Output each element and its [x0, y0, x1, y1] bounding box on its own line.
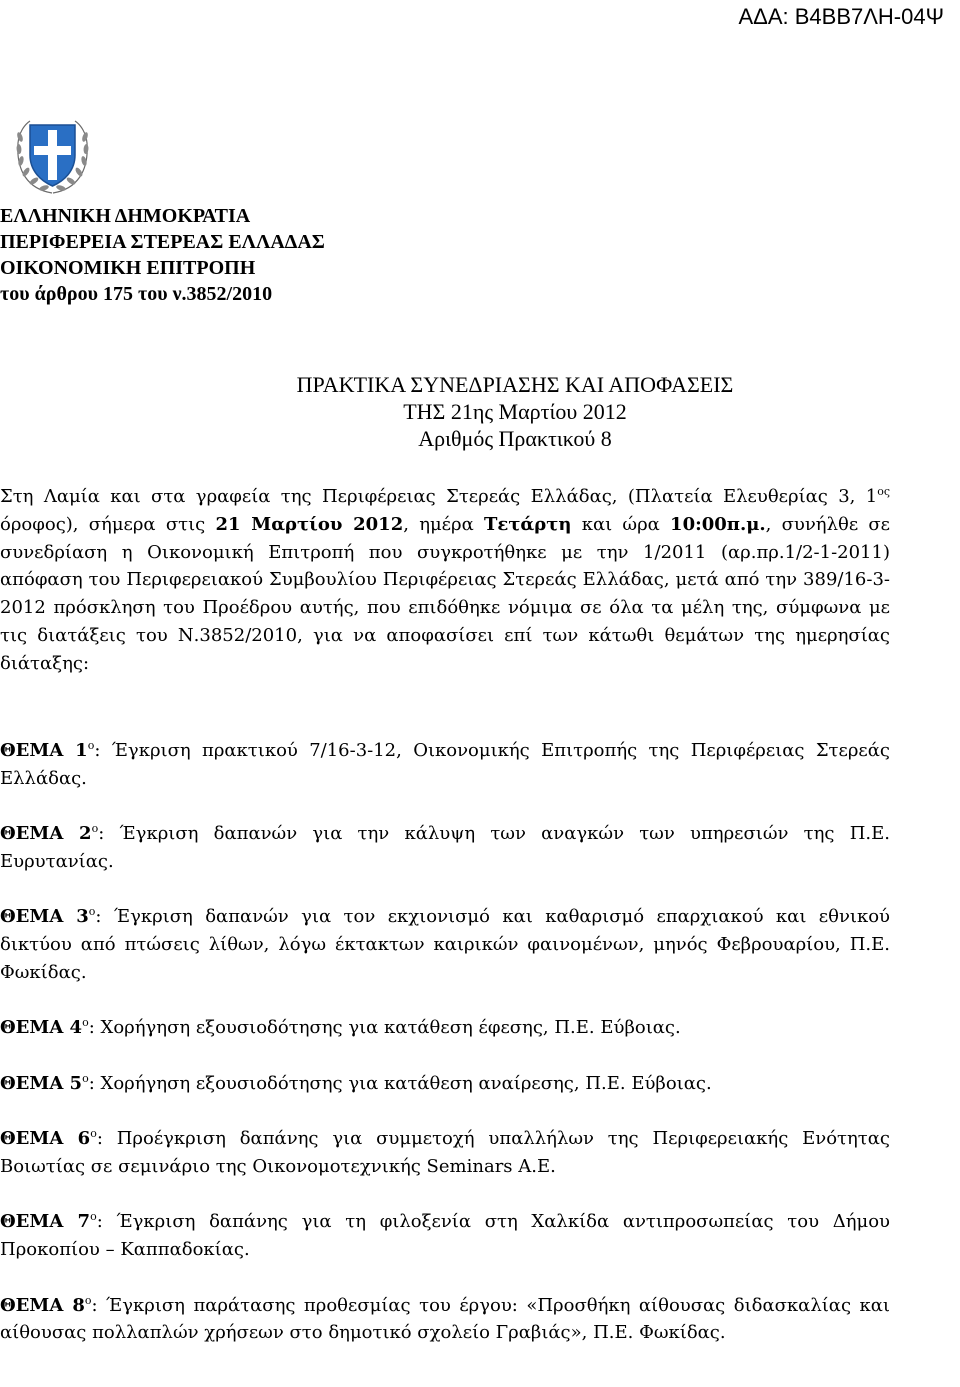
title-line: Αριθμός Πρακτικού 8: [418, 426, 612, 451]
title-line: ΤΗΣ 21ης Μαρτίου 2012: [403, 399, 627, 424]
meeting-date: 21 Μαρτίου 2012: [215, 513, 404, 535]
ordinal-suffix: ο: [82, 1071, 89, 1085]
ordinal-suffix: ο: [91, 822, 99, 836]
topic-text: : Χορήγηση εξουσιοδότησης για κατάθεση έφεσης, Π.Ε. Εύβοιας.: [88, 1017, 681, 1039]
topic-text: : Έγκριση δαπανών για τον εκχιονισμό και καθαρισμό επαρχιακού και εθνικού δικτύου από πτώσεις λίθων, λόγω έκτακτων καιρικών φαινομένων, μηνός Φεβρουαρίου, Π.Ε. Φωκίδας.: [0, 906, 890, 983]
intro-text: Στη Λαμία και στα γραφεία της Περιφέρειας Στερεάς Ελλάδας, (Πλατεία Ελευθερίας 3, 1: [0, 486, 878, 507]
header-line: ΟΙΚΟΝΟΜΙΚΗ ΕΠΙΤΡΟΠΗ: [0, 257, 256, 279]
topic-label: ΘΕΜΑ 8: [0, 1294, 85, 1316]
intro-text: , συνήλθε σε συνεδρίαση η Οικονομική Επιτροπή που συγκροτήθηκε με την 1/2011 (αρ.πρ.1/2-1-2011) απόφαση του Περιφερειακού Συμβουλίου Περιφέρειας Στερεάς Ελλάδας, μετά από την 389/16-3-2012 πρόσκληση του Προέδρου αυτής, που επιδόθηκε νόμιμα σε όλα τα μέλη της, σύμφωνα με τις διατάξεις του Ν.3852/2010, για να αποφασίσει επί των κάτωθι θεμάτων της ημερησίας διάταξης:: [0, 513, 891, 674]
title-line: ΠΡΑΚΤΙΚΑ ΣΥΝΕΔΡΙΑΣΗΣ ΚΑΙ ΑΠΟΦΑΣΕΙΣ: [296, 372, 734, 397]
topic-text: : Έγκριση δαπανών για την κάλυψη των αναγκών των υπηρεσιών της Π.Ε. Ευρυτανίας.: [0, 823, 890, 872]
meeting-time: 10:00π.μ.: [670, 513, 766, 535]
topic-label: ΘΕΜΑ 4: [0, 1017, 83, 1039]
topic-text: : Χορήγηση εξουσιοδότησης για κατάθεση αναίρεσης, Π.Ε. Εύβοιας.: [88, 1072, 712, 1094]
topic-text: : Έγκριση πρακτικού 7/16-3-12, Οικονομικής Επιτροπής της Περιφέρειας Στερεάς Ελλάδας.: [0, 740, 890, 789]
ada-code: ΑΔΑ: Β4ΒΒ7ΛΗ-04Ψ: [738, 4, 944, 29]
header-line: του άρθρου 175 του ν.3852/2010: [0, 283, 273, 305]
intro-text: και ώρα: [571, 513, 671, 535]
ordinal-suffix: ο: [82, 1016, 89, 1030]
header-line: ΠΕΡΙΦΕΡΕΙΑ ΣΤΕΡΕΑΣ ΕΛΛΑΔΑΣ: [0, 231, 325, 253]
topic-label: ΘΕΜΑ 1: [0, 740, 88, 761]
topic-label: ΘΕΜΑ 6: [0, 1128, 91, 1150]
ordinal-suffix: ο: [84, 1293, 92, 1307]
agenda-item: [0, 1292, 890, 1348]
topic-label: ΘΕΜΑ 2: [0, 823, 92, 845]
ordinal-suffix: ο: [90, 1210, 97, 1224]
issuer-header: [0, 203, 325, 307]
agenda-item: [0, 737, 890, 793]
ordinal-suffix: ος: [877, 485, 890, 498]
meeting-day: Τετάρτη: [483, 513, 572, 535]
topic-text: : Προέγκριση δαπάνης για συμμετοχή υπαλλήλων της Περιφερειακής Ενότητας Βοιωτίας σε σεμινάριο της Οικονομοτεχνικής Seminars Α.Ε.: [0, 1128, 890, 1177]
ordinal-suffix: ο: [88, 905, 96, 919]
greek-state-emblem-icon: [10, 113, 95, 198]
agenda-topics: [0, 737, 890, 1375]
topic-label: ΘΕΜΑ 3: [0, 906, 89, 928]
agenda-item: [0, 1208, 890, 1264]
agenda-item: [0, 1125, 890, 1181]
intro-text: όροφος), σήμερα στις: [0, 513, 216, 535]
topic-label: ΘΕΜΑ 5: [0, 1072, 83, 1094]
topic-text: : Έγκριση παράτασης προθεσμίας του έργου: «Προσθήκη αίθουσας διδασκαλίας και αίθουσας πολλαπλών χρήσεων στο δημοτικό σχολείο Γραβιάς», Π.Ε. Φωκίδας.: [0, 1294, 890, 1344]
intro-text: , ημέρα: [403, 513, 484, 535]
header-line: ΕΛΛΗΝΙΚΗ ΔΗΜΟΚΡΑΤΙΑ: [0, 205, 251, 227]
ordinal-suffix: ο: [90, 1127, 97, 1141]
agenda-item: [0, 820, 890, 876]
agenda-item: [0, 1014, 890, 1042]
ordinal-suffix: ο: [87, 739, 95, 752]
intro-paragraph: [0, 483, 890, 678]
topic-label: ΘΕΜΑ 7: [0, 1211, 91, 1233]
agenda-item: [0, 1070, 890, 1098]
minutes-title: [0, 371, 960, 452]
topic-text: : Έγκριση δαπάνης για τη φιλοξενία στη Χαλκίδα αντιπροσωπείας του Δήμου Προκοπίου – Καππαδοκίας.: [0, 1211, 890, 1261]
agenda-item: [0, 903, 890, 986]
